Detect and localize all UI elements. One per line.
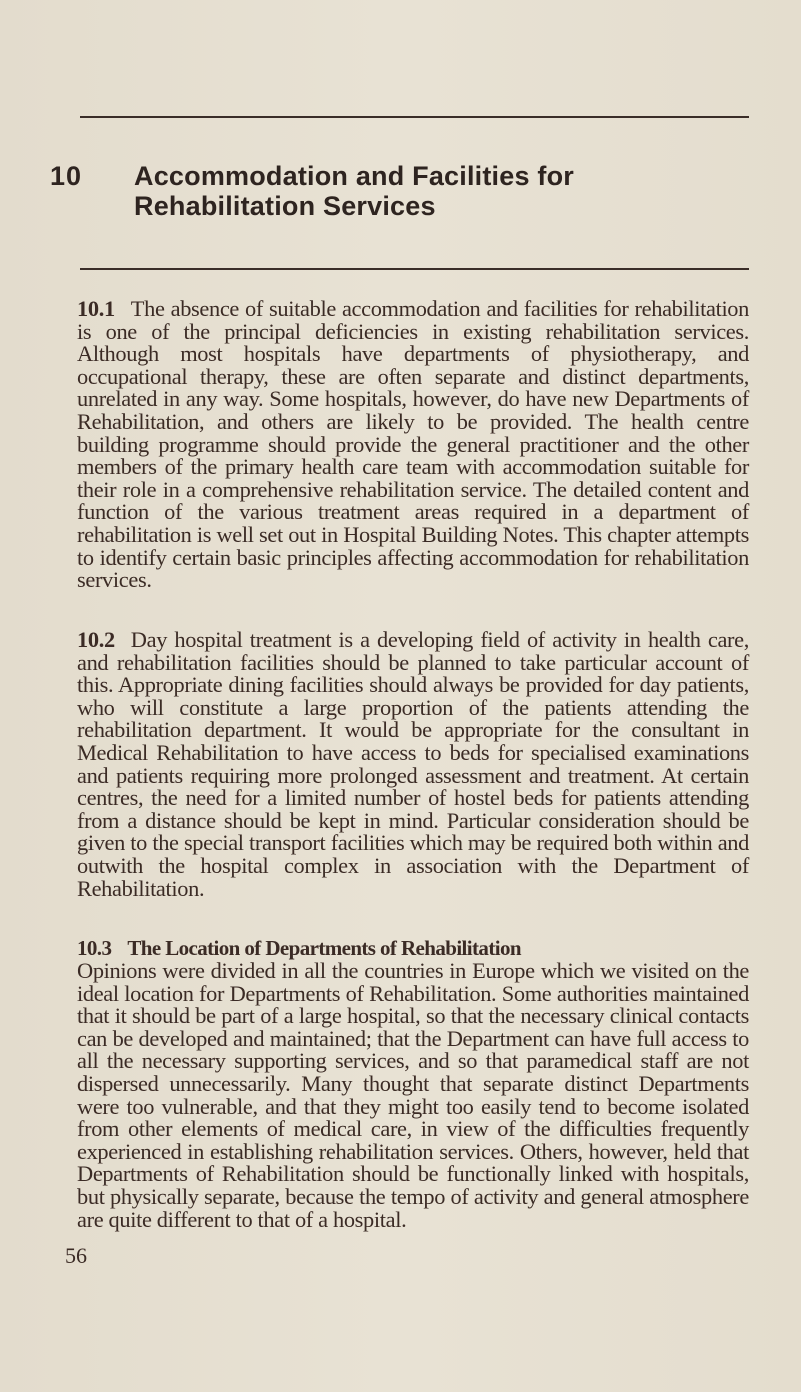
section-heading-text: The Location of Departments of Rehabilitation [127, 936, 521, 960]
paragraph-text: Day hospital treatment is a developing field of activity in health care, and rehabilitation facilities should be planned to take particular account of this. Appropriate dining facilities should always be provided for day patients, who will constitute a large proportion of the patients attending the rehabilitation department. It would be appropriate for the consultant in Medical Rehabilitation to have access to beds for specialised examinations and patients requiring more prolonged assessment and treatment. At certain centres, the need for a limited number of hostel beds for patients attending from a distance should be kept in mind. Particular consideration should be given to the special transport facilities which may be required both within and outwith the hospital complex in association with the Department of Rehabilitation. [77, 627, 749, 901]
page-number: 56 [65, 1243, 87, 1268]
chapter-heading-line1 [50, 161, 574, 191]
bottom-rule [80, 268, 749, 270]
paragraph-text: The absence of suitable accommodation and facilities for rehabilitation is one of the principal deficiencies in existing rehabilitation services. Although most hospitals have departments of physiotherapy, and occupational therapy, these are often separate and distinct departments, unrelated in any way. Some hospitals, however, do have new Departments of Rehabilitation, and others are likely to be provided. The health centre building programme should provide the general practitioner and the other members of the primary health care team with accommodation suitable for their role in a comprehensive rehabilitation service. The detailed content and function of the various treatment areas required in a department of rehabilitation is well set out in Hospital Building Notes. This chapter attempts to identify certain basic principles affecting accommodation for rehabilitation services. [77, 296, 749, 593]
paragraph-10-3 [77, 960, 749, 1231]
paragraph-10-1 [77, 298, 749, 592]
top-rule [80, 116, 749, 118]
paragraph-10-2 [77, 629, 749, 900]
paragraph-number: 10.2 [77, 627, 115, 652]
paragraph-text: Opinions were divided in all the countries in Europe which we visited on the ideal location for Departments of Rehabilitation. Some authorities maintained that it should be part of a large hospital, so that the necessary clinical contacts can be developed and maintained; that the Department can have full access to all the necessary supporting services, and so that paramedical staff are not dispersed unnecessarily. Many thought that separate distinct Departments were too vulnerable, and that they might too easily tend to become isolated from other elements of medical care, in view of the difficulties frequently experienced in establishing rehabilitation services. Others, however, held that Departments of Rehabilitation should be functionally linked with hospitals, but physically separate, because the tempo of activity and general atmosphere are quite different to that of a hospital. [77, 958, 749, 1232]
paragraph-number: 10.3 [77, 936, 112, 960]
paragraph-number: 10.1 [77, 296, 115, 321]
chapter-title-line1: Accommodation and Facilities for [134, 161, 574, 191]
chapter-heading [50, 161, 574, 221]
section-heading-10-3 [77, 936, 521, 960]
chapter-number: 10 [50, 161, 83, 191]
chapter-title-line2: Rehabilitation Services [134, 191, 436, 221]
